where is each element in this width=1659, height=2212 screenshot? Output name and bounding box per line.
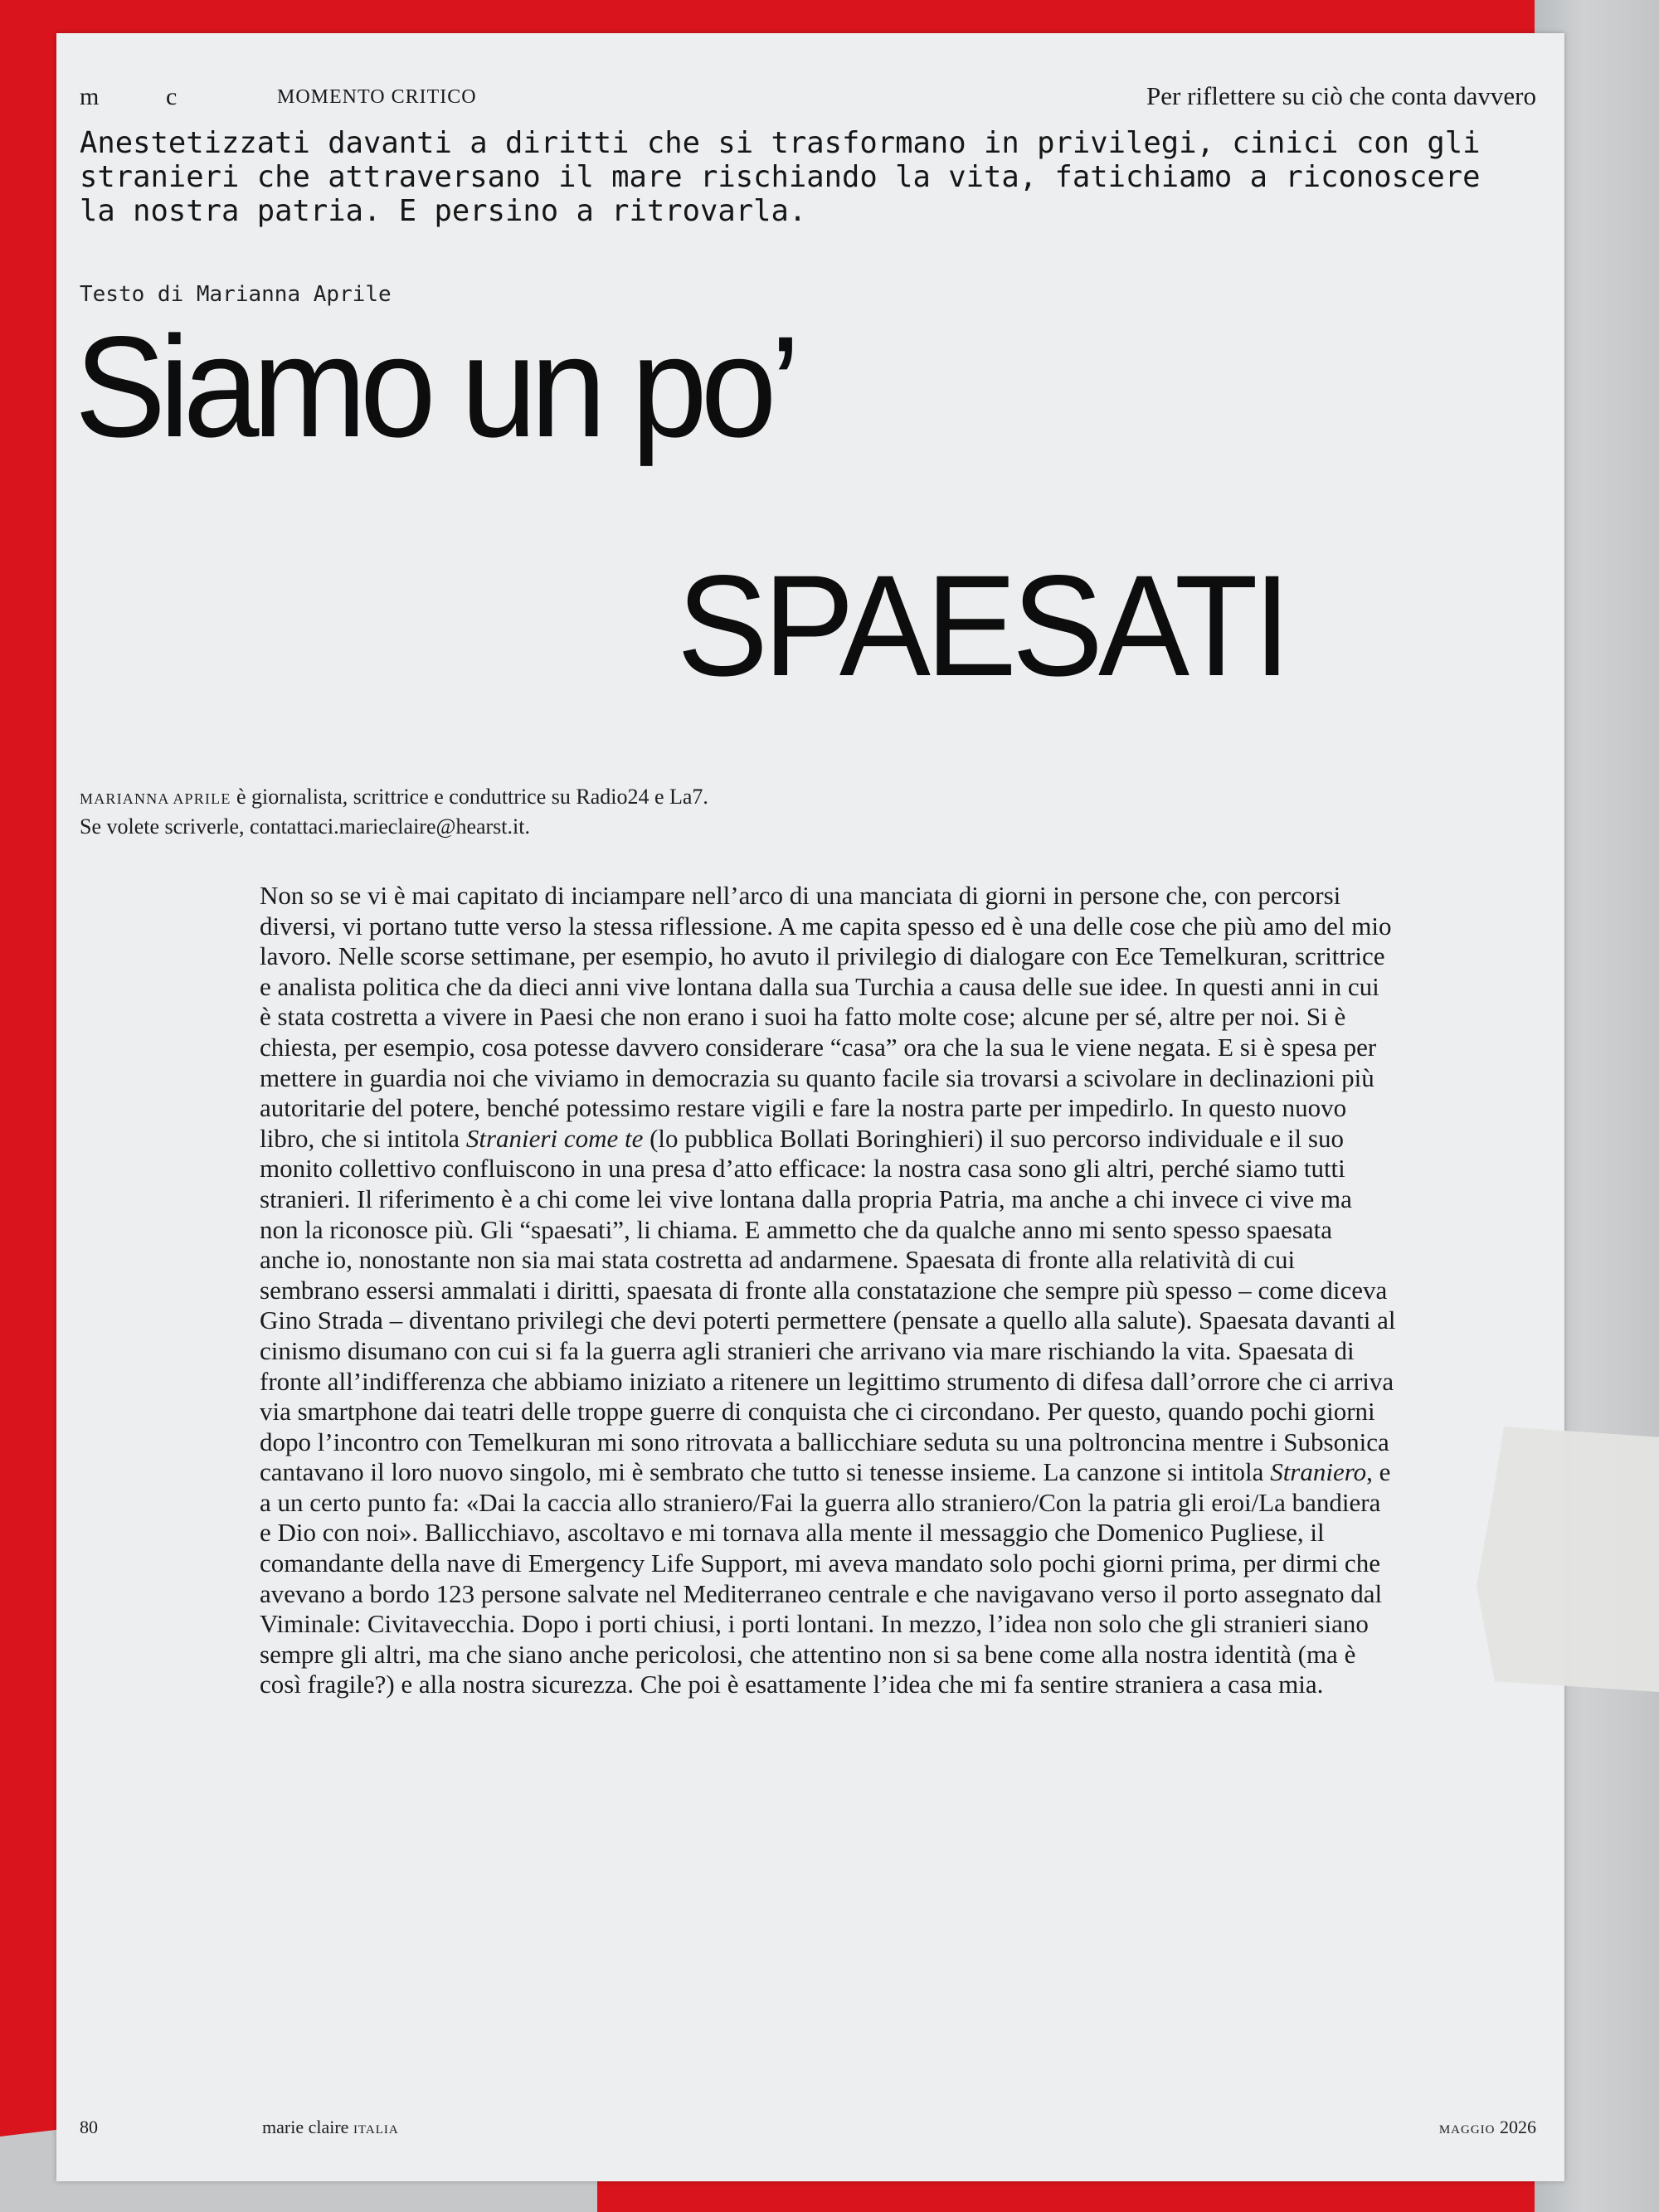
brand-suffix: ITALIA bbox=[353, 2123, 399, 2137]
issue-date bbox=[1439, 2117, 1536, 2138]
article-body bbox=[260, 881, 1396, 1700]
author-contact: Se volete scriverle, contattaci.marieclaire@hearst.it. bbox=[80, 814, 530, 839]
tape-strip bbox=[1477, 1427, 1659, 1692]
magazine-page bbox=[56, 33, 1564, 2181]
page-number: 80 bbox=[80, 2117, 98, 2137]
author-name: MARIANNA APRILE bbox=[80, 790, 231, 807]
logo-c: c bbox=[166, 83, 178, 110]
headline-line-1: Siamo un po’ bbox=[75, 306, 795, 467]
song-title: Straniero bbox=[1270, 1457, 1367, 1487]
body-text-3: , e a un certo punto fa: «Dai la caccia allo straniero/Fai la guerra allo straniero/Con la patria gli eroi/La bandiera e Dio con noi». Ballicchiavo, ascoltavo e mi tornava alla mente il messaggio che Domenico Pugliese, il comandante della nave di Emergency Life Support, mi aveva mandato solo pochi giorni prima, per dirmi che avevano a bordo 123 persone salvate nel Mediterraneo centrale e che navigavano verso il porto assegnato dal Viminale: Civitavecchia. Dopo i porti chiusi, i porti lontani. In mezzo, l’idea non solo che gli stranieri siano sempre gli altri, ma che siano anche pericolosi, che attentino non si sa bene come alla nostra identità (ma è così fragile?) e alla nostra sicurezza. Che poi è esattamente l’idea che mi fa sentire straniera a casa mia. bbox=[260, 1457, 1391, 1699]
headline-line-2: SPAESATI bbox=[677, 545, 1287, 706]
body-text-2: (lo pubblica Bollati Boringhieri) il suo percorso individuale e il suo monito collettivo confluiscono in una presa d’atto efficace: la nostra casa sono gli altri, perché siamo tutti stranieri. Il riferimento è a chi come lei vive lontana dalla propria Patria, ma anche a chi invece ci vive ma non la riconosce più. Gli “spaesati”, li chiama. E ammetto che da qualche anno mi sento spesso spaesata anche io, nonostante non sia mai stata costretta ad andarmene. Spaesata di fronte alla relatività di cui sembrano essersi ammalati i diritti, spaesata di fronte alla constatazione che sempre più spesso – come diceva Gino Strada – diventano privilegi che devi poterti permettere (pensate a quello alla salute). Spaesata davanti al cinismo disumano con cui si fa la guerra agli stranieri che arrivano via mare rischiando la vita. Spaesata di fronte all’indifferenza che abbiamo iniziato a ritenere un legittimo strumento di difesa dall’orrore che ci arriva via smartphone dai teatri delle troppe guerre di conquista che ci circondano. Per questo, quando pochi giorni dopo l’incontro con Temelkuran mi sono ritrovata a ballicchiare seduta su una poltroncina mentre i Subsonica cantavano il loro nuovo singolo, mi è sembrato che tutto si tenesse insieme. La canzone si intitola bbox=[260, 1123, 1396, 1487]
article-deck: Anestetizzati davanti a diritti che si trasformano in privilegi, cinici con gli stranieri che attraversano il mare rischiando la vita, fatichiamo a riconoscere la nostra patria. E persino a ritrovarla. bbox=[80, 126, 1481, 228]
article-byline: Testo di Marianna Aprile bbox=[80, 282, 392, 307]
book-title: Stranieri come te bbox=[465, 1123, 644, 1153]
logo-m: m bbox=[80, 83, 100, 110]
page-header bbox=[80, 75, 1536, 124]
issue-year: 2026 bbox=[1500, 2117, 1536, 2137]
section-tagline: Per riflettere su ciò che conta davvero bbox=[1146, 81, 1536, 110]
body-paragraph bbox=[260, 881, 1396, 1700]
page-footer bbox=[80, 2117, 1536, 2150]
section-label: MOMENTO CRITICO bbox=[277, 86, 477, 108]
brand-name: marie claire bbox=[262, 2117, 349, 2137]
author-bio bbox=[80, 783, 708, 841]
footer-brand bbox=[262, 2117, 399, 2138]
body-text-1: Non so se vi è mai capitato di inciampare nell’arco di una manciata di giorni in persone che, con percorsi diversi, vi portano tutte verso la stessa riflessione. A me capita spesso ed è una delle cose che più amo del mio lavoro. Nelle scorse settimane, per esempio, ho avuto il privilegio di dialogare con Ece Temelkuran, scrittrice e analista politica che da dieci anni vive lontana dalla sua Turchia a causa delle sue idee. In questi anni in cui è stata costretta a vivere in Paesi che non erano i suoi ha fatto molte cose; alcune per sé, altre per noi. Si è chiesta, per esempio, cosa potesse davvero considerare “casa” ora che la sua le viene negata. E si è spesa per mettere in guardia noi che viviamo in democrazia su quanto facile sia trovarsi a scivolare in declinazioni più autoritarie del potere, benché potessimo restare vigili e fare la nostra parte per impedirlo. In questo nuovo libro, che si intitola bbox=[260, 881, 1392, 1153]
issue-month: MAGGIO bbox=[1438, 2123, 1496, 2137]
author-bio-text: è giornalista, scrittrice e conduttrice su Radio24 e La7. bbox=[231, 785, 708, 809]
